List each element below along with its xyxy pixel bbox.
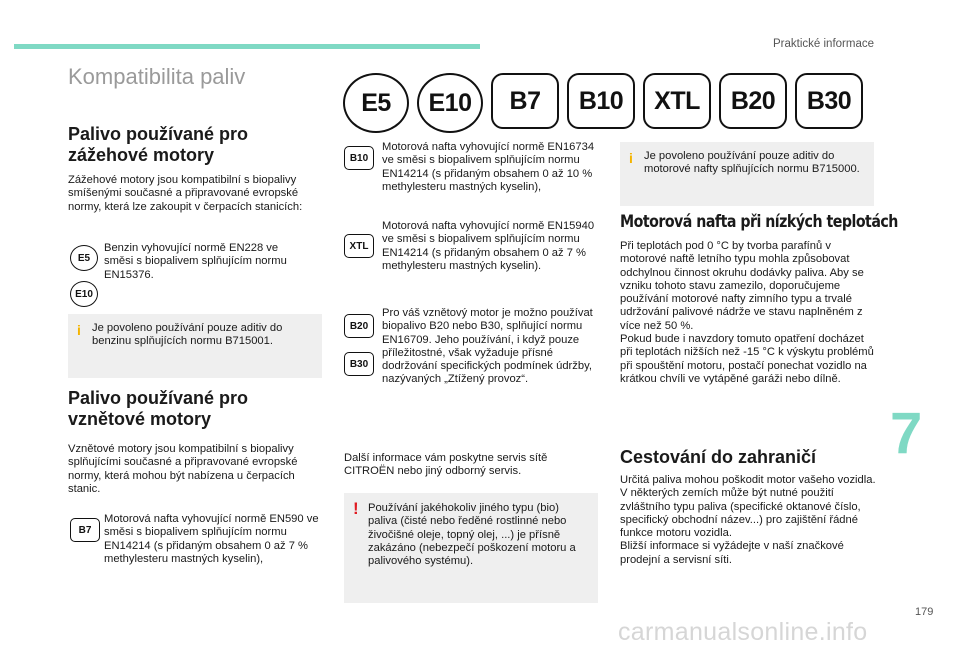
chapter-number: 7 (890, 401, 923, 466)
section-accent-bar (14, 44, 480, 49)
fuel-badge-row (343, 73, 863, 133)
petrol-note-text: Je povoleno používání pouze aditiv do benzinu splňujících normu B715001. (92, 322, 283, 348)
cold-weather-heading: Motorová nafta při nízkých teplotách (620, 212, 898, 231)
page-number: 179 (915, 606, 934, 618)
diesel-intro: Vznětové motory jsou kompatibilní s biopalivy splňujícími současné a připravované evropské normy, která mohou být nabízena u čerpacích stanic. (68, 443, 298, 495)
xtl-small-icon: XTL (344, 234, 374, 258)
info-icon: i (77, 322, 81, 338)
diesel-note-text: Je povoleno používání pouze aditiv do motorové nafty splňujících normu B715000. (644, 150, 860, 176)
diesel-heading: Palivo používané pro vznětové motory (68, 388, 249, 429)
b30-small-icon: B30 (344, 352, 374, 376)
info-icon: i (629, 150, 633, 166)
b20-small-icon: B20 (344, 314, 374, 338)
petrol-additive-note (68, 314, 322, 378)
more-info-text: Další informace vám poskytne servis sítě CITROËN nebo jiný odborný servis. (344, 452, 548, 478)
diesel-additive-note (620, 142, 874, 206)
xtl-description: Motorová nafta vyhovující normě EN15940 ve směsi s biopalivem splňujícím normu EN14214 (s přidaným obsahem 0 až 7 % methylesteru mastných kyselin). (382, 220, 595, 272)
warning-text: Používání jakéhokoliv jiného typu (bio) paliva (čisté nebo ředěné rostlinné nebo živočišné oleje, topný olej, ...) je přísně zakázáno (nebezpečí poškození motoru a palivového systému). (368, 502, 576, 568)
fuel-warning-note (344, 493, 598, 603)
watermark: carmanualsonline.info (618, 618, 868, 646)
cold-weather-text: Při teplotách pod 0 °C by tvorba parafínů v motorové naftě letního typu mohla způsobovat odchylnou činnost okruhu dodávky paliva. Aby se vzniku tohoto stavu zamezilo, doporučujeme používání motorové nafty zimního typu a trvalé udržování palivové nádrže ve stavu naplněném z více než 50 %. Pokud bude i navzdory tomuto opatření docházet při teplotách nižších než -15 °C k výskytu problémů při spouštění motoru, postačí ponechat vozidlo na krátkou chvíli ve vytápěné garáži nebo dílně. (620, 240, 874, 385)
warning-icon: ! (353, 499, 359, 518)
e5-badge-icon: E5 (343, 73, 409, 133)
petrol-intro: Zážehové motory jsou kompatibilní s biopalivy smíšenými současné a připravované evropské normy, která lze zakoupit v čerpacích stanicích: (68, 174, 303, 213)
b10-badge-icon: B10 (567, 73, 635, 129)
travel-heading: Cestování do zahraničí (620, 447, 817, 467)
b7-description: Motorová nafta vyhovující normě EN590 ve směsi s biopalivem splňujícím normu EN14214 (s přidaným obsahem 0 až 7 % methylesteru mastných kyselin), (104, 513, 319, 565)
e5-small-icon: E5 (70, 245, 98, 271)
b30-badge-icon: B30 (795, 73, 863, 129)
b7-badge-icon: B7 (491, 73, 559, 129)
b7-small-icon: B7 (70, 518, 100, 542)
section-label: Praktické informace (773, 38, 874, 50)
travel-text: Určitá paliva mohou poškodit motor vašeho vozidla. V některých zemích může být nutné použití zvláštního typu paliva (specifické oktanové číslo, specifický obchodní název...) pro zajištění řádné funkce motoru vozidla. Bližší informace si vyžádejte v naší značkové prodejní a servisní síti. (620, 474, 876, 566)
petrol-heading: Palivo používané pro zážehové motory (68, 124, 249, 165)
xtl-badge-icon: XTL (643, 73, 711, 129)
b10-small-icon: B10 (344, 146, 374, 170)
page-title: Kompatibilita paliv (68, 64, 246, 89)
b10-description: Motorová nafta vyhovující normě EN16734 ve směsi s biopalivem splňujícím normu EN14214 (s přidaným obsahem 0 až 10 % methylesteru mastných kyselin), (382, 141, 595, 193)
e10-small-icon: E10 (70, 281, 98, 307)
e5-description: Benzin vyhovující normě EN228 ve směsi s biopalivem splňujícím normu EN15376. (104, 242, 287, 281)
b20-b30-description: Pro váš vznětový motor je možno používat biopalivo B20 nebo B30, splňující normu EN16709. Jeho používání, i když pouze příležitostné, však vyžaduje přísné dodržování specifických podmínek údržby, nazývaných „Ztížený provoz“. (382, 307, 593, 386)
b20-badge-icon: B20 (719, 73, 787, 129)
e10-badge-icon: E10 (417, 73, 483, 133)
